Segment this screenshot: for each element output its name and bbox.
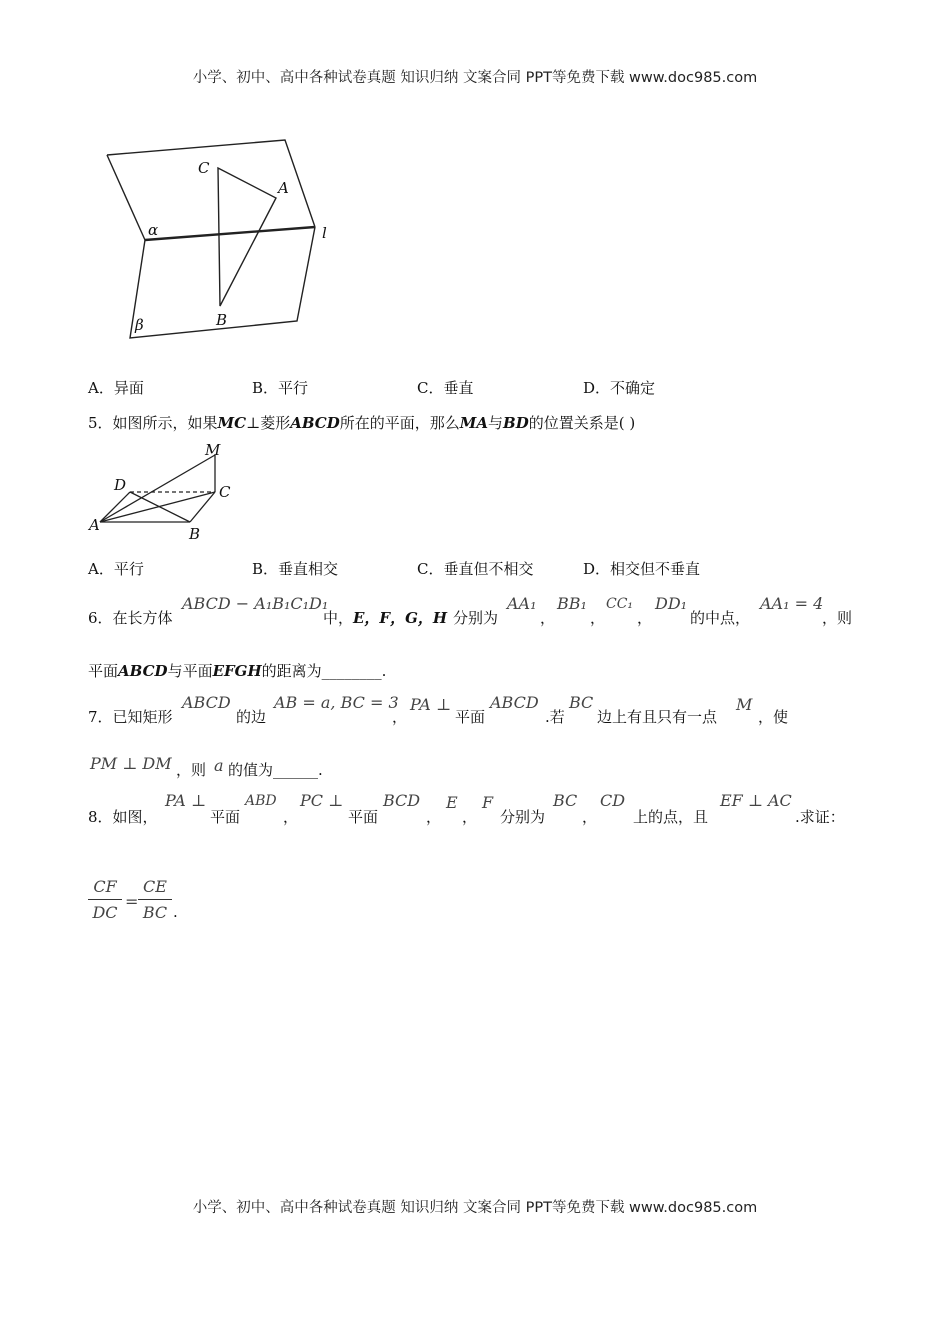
q8-bcd: BCD (383, 791, 421, 810)
label-beta: β (135, 316, 144, 334)
label-b2: B (189, 525, 201, 543)
q6-points: E，F，G，H (353, 609, 448, 627)
q8-text-qiuzheng: .求证： (795, 808, 845, 826)
page-footer: 小学、初中、高中各种试卷真题 知识归纳 文案合同 PPT等免费下载 www.doc985.com (192, 1200, 758, 1216)
q4-option-a: A．异面 (88, 379, 144, 397)
dihedral-figure (100, 135, 360, 345)
q5-option-b: B．垂直相交 (252, 560, 339, 578)
q8-e: E (446, 793, 458, 812)
q7-m: M (736, 695, 753, 714)
q7-bc: BC (569, 693, 594, 712)
q8-text-shangdedian: 上的点，且 (633, 808, 709, 826)
q8-text-fenbie: 分别为 (500, 808, 546, 826)
q8-cd: CD (600, 791, 626, 810)
q8-text-pingmian1: 平面 (210, 808, 241, 826)
label-a2: A (89, 516, 100, 534)
line-l (145, 227, 315, 240)
q7-a: a (214, 756, 224, 775)
q4-option-c: C．垂直 (417, 379, 474, 397)
q7-abcd: ABCD (182, 693, 231, 712)
triangle-abc (218, 168, 276, 306)
q6-edge-cc1: CC₁ (606, 596, 634, 612)
q4-option-b: B．平行 (252, 379, 309, 397)
q7-condition: AB = a, BC = 3 (274, 693, 399, 712)
q8-f: F (482, 793, 494, 812)
label-l: l (322, 224, 327, 242)
page-header: 小学、初中、高中各种试卷真题 知识归纳 文案合同 PPT等免费下载 www.doc985.com (192, 70, 758, 86)
q8-text-pingmian2: 平面 (348, 808, 379, 826)
q8-num: 8．如图， (88, 808, 158, 826)
q7-text-ruo: .若 (545, 708, 565, 726)
equals-sign: = (125, 892, 139, 911)
q7-text-bian: 的边 (236, 708, 267, 726)
label-alpha: α (148, 221, 159, 239)
q5-stem: 5．如图所示，如果MC⊥菱形ABCD所在的平面，那么MA与BD的位置关系是( ) (88, 414, 636, 432)
q6-num: 6．在长方体 (88, 609, 173, 627)
q8-abd: ABD (245, 793, 277, 809)
q6-condition: AA₁ = 4 (760, 594, 824, 613)
fraction-ce-bc: CE BC (138, 877, 172, 922)
q7-text-pingmian: 平面 (455, 708, 486, 726)
q8-ef-perp-ac: EF ⊥ AC (720, 791, 792, 810)
q8-pa-perp: PA ⊥ (165, 791, 206, 810)
q5-option-d: D．相交但不垂直 (583, 560, 701, 578)
q7-text-ze: ，则 (176, 761, 207, 779)
q7-text-value: 的值为______. (228, 761, 323, 779)
q5-option-c: C．垂直但不相交 (417, 560, 534, 578)
q6-solid: ABCD − A₁B₁C₁D₁ (182, 594, 329, 613)
q6-text-ze: ，则 (822, 609, 853, 627)
q6-text-midpoint: 的中点， (690, 609, 751, 627)
q6-edge-aa1: AA₁ (507, 594, 537, 613)
q7-text-shi: ，使 (758, 708, 789, 726)
q7-text-onlyone: 边上有且只有一点 (597, 708, 718, 726)
q6-edge-bb1: BB₁ (557, 594, 587, 613)
q7-pm-perp-dm: PM ⊥ DM (90, 754, 172, 773)
label-c: C (198, 159, 210, 177)
q7-num: 7．已知矩形 (88, 708, 173, 726)
q7-pa-perp: PA ⊥ (410, 695, 451, 714)
rhombus-figure (85, 440, 245, 545)
q6-line2: 平面ABCD与平面EFGH的距离为________. (88, 662, 387, 680)
q6-text-zhong: 中， (323, 609, 354, 627)
q8-bc: BC (553, 791, 578, 810)
q6-edge-dd1: DD₁ (655, 594, 688, 613)
q8-pc-perp: PC ⊥ (300, 791, 344, 810)
label-c2: C (219, 483, 231, 501)
q5-option-a: A．平行 (88, 560, 144, 578)
label-m: M (205, 441, 221, 459)
q4-option-d: D．不确定 (583, 379, 656, 397)
label-d: D (114, 476, 127, 494)
fraction-cf-dc: CF DC (88, 877, 122, 922)
q6-text-fenbie: 分别为 (453, 609, 499, 627)
label-b: B (216, 311, 228, 329)
q7-abcd2: ABCD (490, 693, 539, 712)
final-period: . (173, 903, 178, 921)
label-a: A (278, 179, 289, 197)
